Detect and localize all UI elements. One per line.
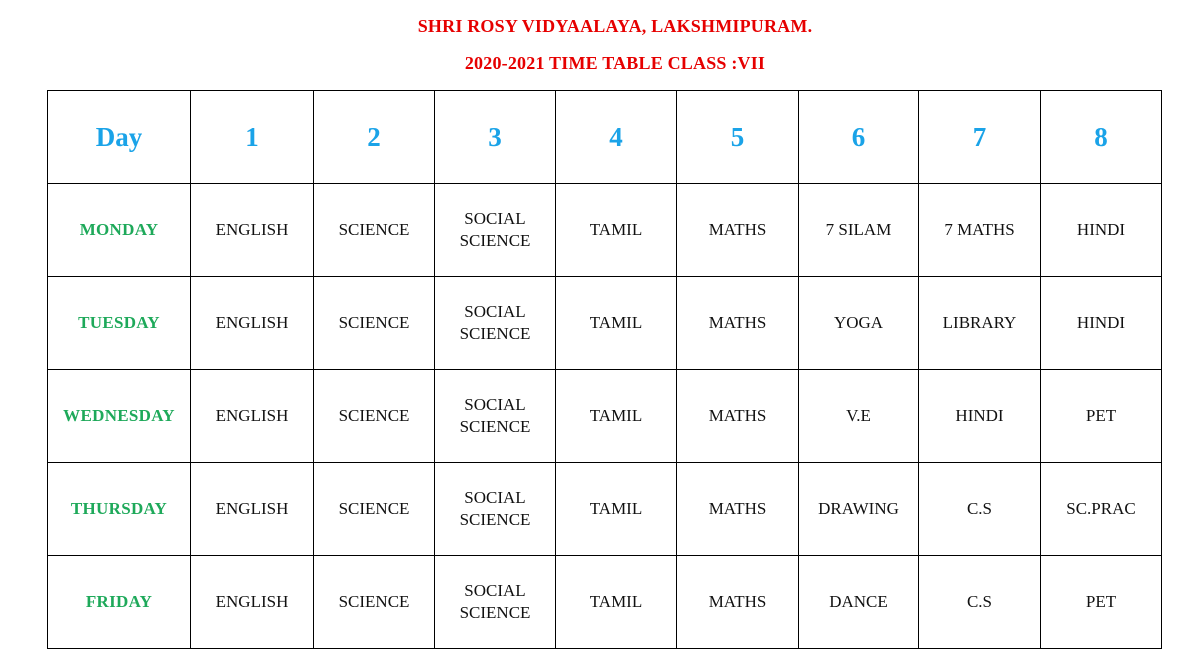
table-row (48, 556, 1162, 649)
period-cell: ENGLISH (191, 184, 314, 277)
column-header-period-7: 7 (919, 91, 1041, 184)
header-row (48, 91, 1162, 184)
period-cell: SCIENCE (314, 463, 435, 556)
period-cell: SC.PRAC (1041, 463, 1162, 556)
period-cell: HINDI (919, 370, 1041, 463)
period-cell: C.S (919, 463, 1041, 556)
day-cell: WEDNESDAY (48, 370, 191, 463)
period-cell: MATHS (677, 463, 799, 556)
timetable-subtitle: 2020-2021 TIME TABLE CLASS :VII (464, 53, 766, 73)
day-cell: TUESDAY (48, 277, 191, 370)
period-cell: PET (1041, 556, 1162, 649)
period-cell: MATHS (677, 277, 799, 370)
period-cell: MATHS (677, 556, 799, 649)
period-cell: SCIENCE (314, 184, 435, 277)
period-cell: MATHS (677, 184, 799, 277)
period-cell: 7 SILAM (799, 184, 919, 277)
period-cell-text: SOCIAL SCIENCE (459, 209, 531, 250)
day-cell: FRIDAY (48, 556, 191, 649)
period-cell (435, 370, 556, 463)
period-cell: TAMIL (556, 184, 677, 277)
period-cell-text: SOCIAL SCIENCE (459, 581, 531, 622)
column-header-period-2: 2 (314, 91, 435, 184)
period-cell (435, 556, 556, 649)
period-cell: DANCE (799, 556, 919, 649)
day-cell: THURSDAY (48, 463, 191, 556)
period-cell (435, 184, 556, 277)
school-title: SHRI ROSY VIDYAALAYA, LAKSHMIPURAM. (417, 16, 813, 36)
period-cell: ENGLISH (191, 463, 314, 556)
period-cell: V.E (799, 370, 919, 463)
table-row (48, 184, 1162, 277)
column-header-period-5: 5 (677, 91, 799, 184)
column-header-period-1: 1 (191, 91, 314, 184)
period-cell: ENGLISH (191, 370, 314, 463)
period-cell: PET (1041, 370, 1162, 463)
period-cell: TAMIL (556, 370, 677, 463)
period-cell: ENGLISH (191, 556, 314, 649)
period-cell: TAMIL (556, 556, 677, 649)
period-cell (435, 277, 556, 370)
period-cell: SCIENCE (314, 370, 435, 463)
day-cell: MONDAY (48, 184, 191, 277)
period-cell: YOGA (799, 277, 919, 370)
column-header-period-8: 8 (1041, 91, 1162, 184)
period-cell-text: SOCIAL SCIENCE (459, 395, 531, 436)
period-cell: HINDI (1041, 184, 1162, 277)
period-cell: ENGLISH (191, 277, 314, 370)
period-cell: C.S (919, 556, 1041, 649)
column-header-period-6: 6 (799, 91, 919, 184)
period-cell: SCIENCE (314, 277, 435, 370)
period-cell: LIBRARY (919, 277, 1041, 370)
period-cell: SCIENCE (314, 556, 435, 649)
column-header-period-4: 4 (556, 91, 677, 184)
period-cell: TAMIL (556, 277, 677, 370)
table-row (48, 370, 1162, 463)
table-row (48, 463, 1162, 556)
period-cell-text: SOCIAL SCIENCE (459, 488, 531, 529)
period-cell: DRAWING (799, 463, 919, 556)
period-cell: HINDI (1041, 277, 1162, 370)
period-cell: TAMIL (556, 463, 677, 556)
period-cell (435, 463, 556, 556)
column-header-day: Day (48, 91, 191, 184)
timetable (47, 90, 1162, 649)
table-row (48, 277, 1162, 370)
period-cell-text: SOCIAL SCIENCE (459, 302, 531, 343)
period-cell: 7 MATHS (919, 184, 1041, 277)
period-cell: MATHS (677, 370, 799, 463)
column-header-period-3: 3 (435, 91, 556, 184)
